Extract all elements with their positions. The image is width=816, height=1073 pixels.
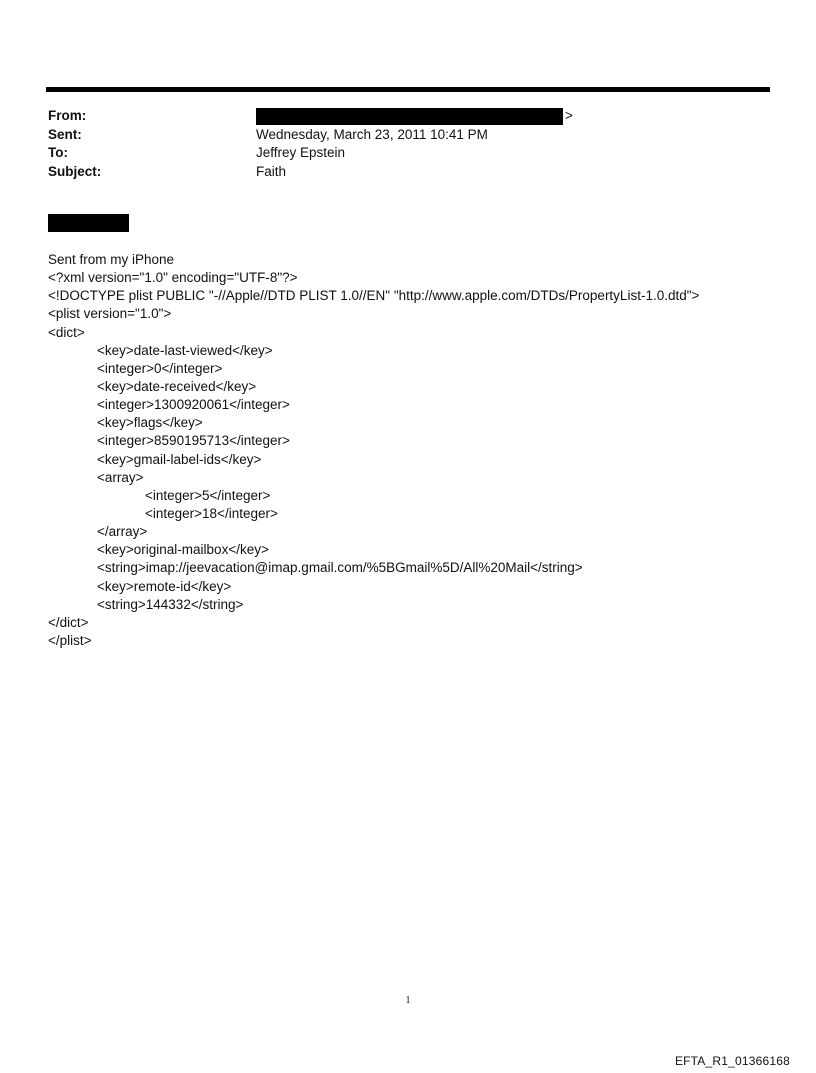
redacted-sender [256,108,563,125]
body-line: <integer>0</integer> [97,360,223,376]
body-line: </plist> [48,632,92,648]
body-line: <string>144332</string> [97,596,244,612]
body-line: <key>date-received</key> [97,378,257,394]
sent-value: Wednesday, March 23, 2011 10:41 PM [256,126,488,142]
body-line: </dict> [48,614,89,630]
body-line: <dict> [48,324,85,340]
page-number: 1 [405,995,411,1006]
body-line: <!DOCTYPE plist PUBLIC "-//Apple//DTD PLIST 1.0//EN" "http://www.apple.com/DTDs/PropertyList-1.0.dtd"> [48,288,700,304]
body-line: <integer>1300920061</integer> [97,397,290,413]
sent-row [48,126,748,145]
body-line: </array> [97,524,148,540]
body-line: <key>remote-id</key> [97,578,232,594]
document-id: EFTA_R1_01366168 [674,1054,790,1068]
body-line: <plist version="1.0"> [48,306,172,322]
subject-row [48,163,748,182]
body-line: <key>gmail-label-ids</key> [97,451,262,467]
body-line: <?xml version="1.0" encoding="UTF-8"?> [48,270,298,286]
body-line: <integer>5</integer> [145,487,271,503]
subject-label: Subject: [48,163,102,179]
body-line: <key>flags</key> [97,415,203,431]
sent-label: Sent: [48,126,82,142]
body-line: <array> [97,469,144,485]
body-line: <integer>18</integer> [145,505,278,521]
body-line: <key>original-mailbox</key> [97,542,269,558]
body-line: <key>date-last-viewed</key> [97,342,273,358]
body-line: <string>imap://jeevacation@imap.gmail.com/%5BGmail%5D/All%20Mail</string> [97,560,583,576]
redacted-block [48,214,129,232]
to-value: Jeffrey Epstein [256,145,346,160]
body-line: Sent from my iPhone [48,252,175,267]
email-header [48,107,748,181]
subject-value: Faith [256,163,287,179]
from-row [48,107,748,126]
body-line: <integer>8590195713</integer> [97,433,290,449]
header-divider [46,87,770,92]
to-row [48,144,748,163]
email-body [48,251,788,650]
from-label: From: [48,108,87,123]
from-value-suffix: > [565,108,573,123]
to-label: To: [48,145,68,160]
